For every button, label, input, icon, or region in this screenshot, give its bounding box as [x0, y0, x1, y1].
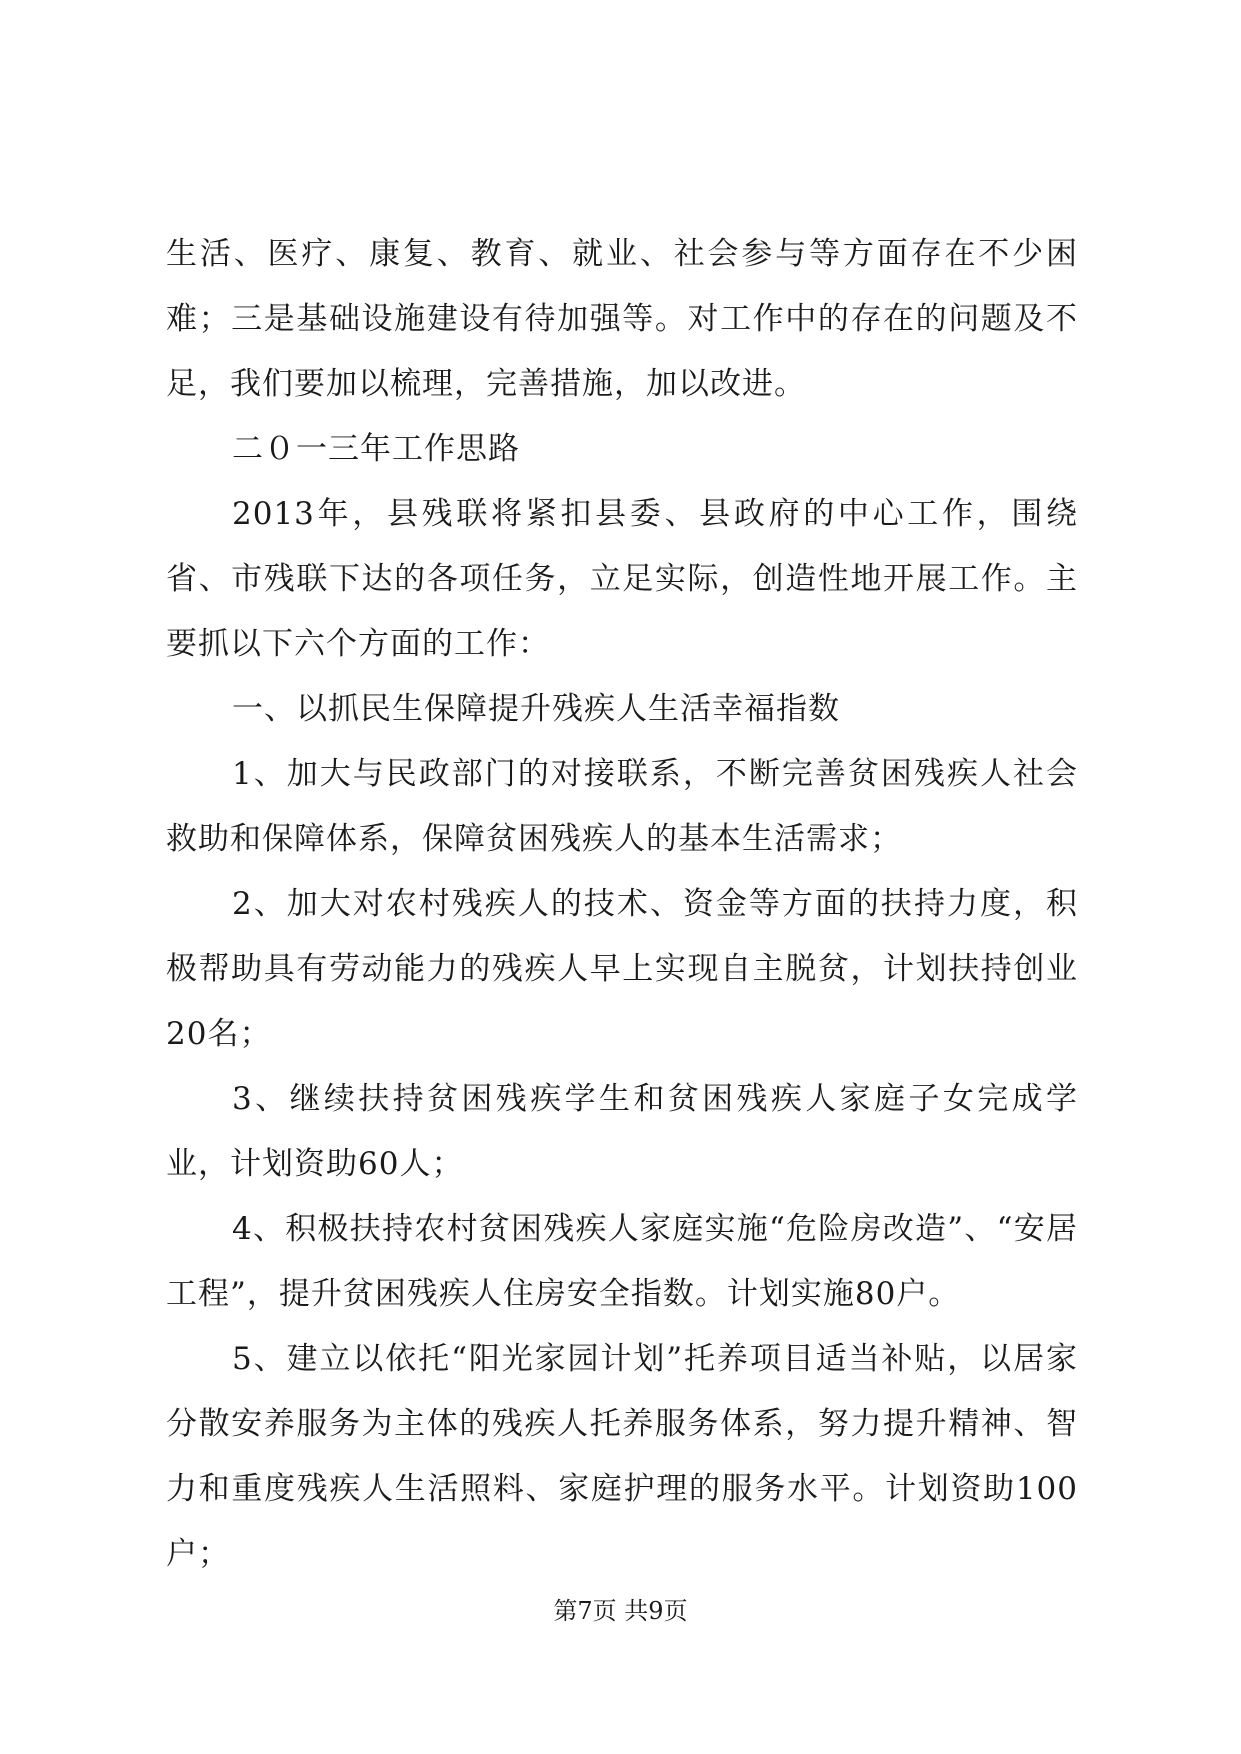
paragraph-problems-summary: 生活、医疗、康复、教育、就业、社会参与等方面存在不少困难；三是基础设施建设有待加强等。对工作中的存在的问题及不足，我们要加以梳理，完善措施，加以改进。: [166, 236, 1078, 402]
list-item-3: 3、继续扶持贫困残疾学生和贫困残疾人家庭子女完成学业，计划资助60人；: [166, 1081, 1078, 1182]
subheading-livelihood: 一、以抓民生保障提升残疾人生活幸福指数: [232, 691, 840, 727]
document-body: [166, 222, 1078, 1587]
section-heading-2013-plan: 二０一三年工作思路: [232, 431, 520, 467]
page-number-label: 第7页 共9页: [553, 1597, 688, 1625]
list-item-4: 4、积极扶持农村贫困残疾人家庭实施“危险房改造”、“安居工程”，提升贫困残疾人住房安全指数。计划实施80户。: [166, 1211, 1078, 1312]
list-item-1: 1、加大与民政部门的对接联系，不断完善贫困残疾人社会救助和保障体系，保障贫困残疾人的基本生活需求；: [166, 756, 1078, 857]
list-item-5: 5、建立以依托“阳光家园计划”托养项目适当补贴，以居家分散安养服务为主体的残疾人托养服务体系，努力提升精神、智力和重度残疾人生活照料、家庭护理的服务水平。计划资助100户；: [166, 1341, 1078, 1572]
list-item-2: 2、加大对农村残疾人的技术、资金等方面的扶持力度，积极帮助具有劳动能力的残疾人早上实现自主脱贫，计划扶持创业20名；: [166, 886, 1078, 1052]
page-footer: [0, 1596, 1241, 1626]
paragraph-2013-intro: 2013年，县残联将紧扣县委、县政府的中心工作，围绕省、市残联下达的各项任务，立足实际，创造性地开展工作。主要抓以下六个方面的工作：: [166, 496, 1078, 662]
